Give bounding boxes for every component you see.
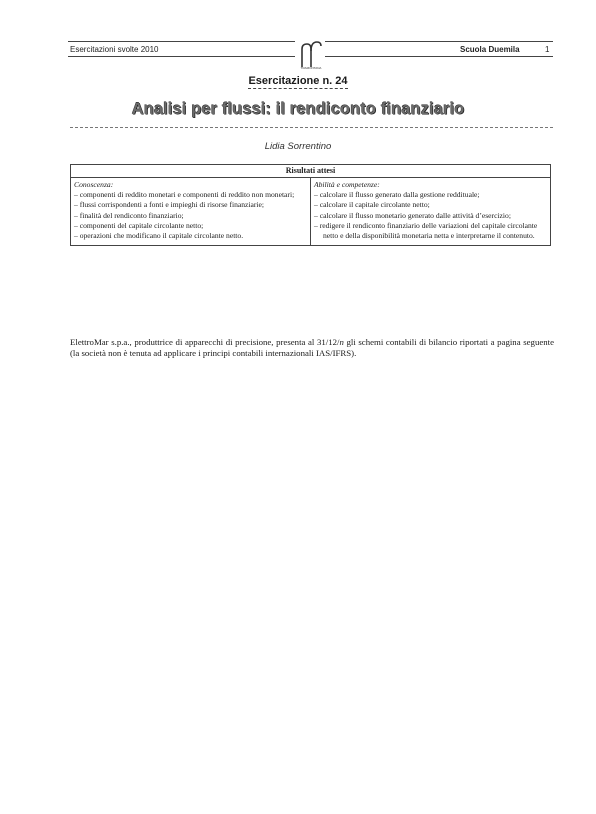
publisher-logo-icon [295, 38, 325, 70]
table-row [71, 178, 551, 246]
svg-text:TRAMONTANA: TRAMONTANA [300, 66, 322, 70]
page-number: 1 [545, 45, 550, 54]
author-name: Lidia Sorrentino [264, 141, 332, 152]
knowledge-list [74, 190, 307, 241]
title-dashed-rule [70, 127, 553, 128]
intro-paragraph: ElettroMar s.p.a., produttrice di apparecchi di precisione, presenta al 31/12/n gli schemi contabili di bilancio riportati a pagina seguente (la società non è tenuta ad applicare i principi contabili internazionali IAS/IFRS). [70, 336, 554, 358]
skills-cell [311, 178, 551, 246]
list-item: – calcolare il flusso generato dalla gestione reddituale; [314, 190, 480, 200]
list-item: – componenti di reddito monetari e componenti di reddito non monetari; [74, 190, 295, 200]
expected-results-table [70, 164, 551, 246]
header-left-text: Esercitazioni svolte 2010 [70, 45, 159, 54]
table-header-row [71, 165, 551, 178]
exercise-number [0, 75, 596, 87]
publisher-logo [295, 38, 325, 70]
header-right-text: Scuola Duemila [460, 45, 520, 54]
list-item: – finalità del rendiconto finanziario; [74, 210, 184, 220]
knowledge-heading: Conoscenza: [74, 180, 114, 189]
skills-list [314, 190, 547, 241]
table-heading: Risultati attesi [71, 165, 551, 178]
list-item: – calcolare il flusso monetario generato dalle attività d’esercizio; [314, 210, 511, 220]
exercise-number-text: Esercitazione n. 24 [248, 75, 348, 87]
list-item: – operazioni che modificano il capitale circolante netto. [74, 231, 244, 241]
list-item: – redigere il rendiconto finanziario delle variazioni del capitale circolante netto e della disponibilità monetaria netta e interpretarne il contenuto. [314, 220, 538, 241]
list-item: – flussi corrispondenti a fonti e impieghi di risorse finanziarie; [74, 200, 265, 210]
skills-heading: Abilità e competenze: [314, 180, 380, 189]
list-item: – calcolare il capitale circolante netto; [314, 200, 430, 210]
list-item: – componenti del capitale circolante netto; [74, 220, 204, 230]
exercise-title: Analisi per flussi: il rendiconto finanziario [131, 100, 465, 118]
knowledge-cell [71, 178, 311, 246]
